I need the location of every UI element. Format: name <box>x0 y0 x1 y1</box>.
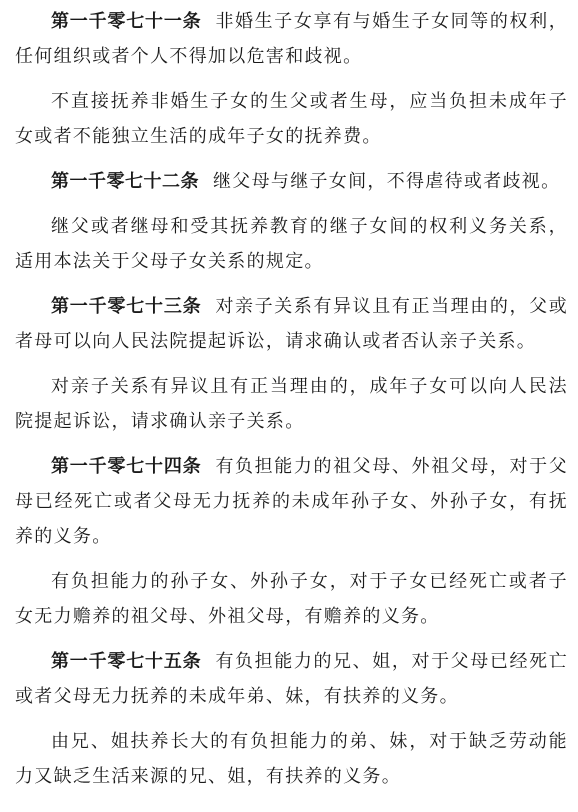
paragraph-text: 继父母与继子女间，不得虐待或者歧视。 <box>213 171 561 192</box>
article-number: 第一千零七十四条 <box>51 456 202 477</box>
paragraph-text: 有负担能力的兄、姐，对于父母已经死亡或者父母无力抚养的未成年弟、妹，有扶养的义务。 <box>15 651 568 707</box>
paragraph-text: 有负担能力的孙子女、外孙子女，对于子女已经死亡或者子女无力赡养的祖父母、外祖父母，有赡养的义务。 <box>15 571 568 627</box>
article-number: 第一千零七十三条 <box>51 296 202 317</box>
paragraph-text: 由兄、姐扶养长大的有负担能力的弟、妹，对于缺乏劳动能力又缺乏生活来源的兄、姐，有扶养的义务。 <box>15 731 568 787</box>
paragraph-text: 有负担能力的祖父母、外祖父母，对于父母已经死亡或者父母无力抚养的未成年孙子女、外孙子女，有抚养的义务。 <box>15 456 568 547</box>
article-1072-paragraph-1 <box>15 164 568 199</box>
paragraph-text: 对亲子关系有异议且有正当理由的，成年子女可以向人民法院提起诉讼，请求确认亲子关系。 <box>15 376 568 432</box>
article-number: 第一千零七十二条 <box>51 171 199 192</box>
paragraph-text: 非婚生子女享有与婚生子女同等的权利，任何组织或者个人不得加以危害和歧视。 <box>15 11 568 67</box>
paragraph-text: 继父或者继母和受其抚养教育的继子女间的权利义务关系，适用本法关于父母子女关系的规定。 <box>15 216 568 272</box>
paragraph-text: 对亲子关系有异议且有正当理由的，父或者母可以向人民法院提起诉讼，请求确认或者否认亲子关系。 <box>15 296 568 352</box>
article-1073-paragraph-1 <box>15 289 568 359</box>
law-text-page <box>15 4 568 794</box>
article-number: 第一千零七十五条 <box>51 651 202 672</box>
article-number: 第一千零七十一条 <box>51 11 202 32</box>
article-1073-paragraph-2 <box>15 369 568 439</box>
paragraph-text: 不直接抚养非婚生子女的生父或者生母，应当负担未成年子女或者不能独立生活的成年子女的抚养费。 <box>15 91 568 147</box>
article-1075-paragraph-1 <box>15 644 568 714</box>
article-1072-paragraph-2 <box>15 209 568 279</box>
article-1074-paragraph-2 <box>15 564 568 634</box>
article-1074-paragraph-1 <box>15 449 568 554</box>
article-1071-paragraph-2 <box>15 84 568 154</box>
article-1075-paragraph-2 <box>15 724 568 794</box>
article-1071-paragraph-1 <box>15 4 568 74</box>
